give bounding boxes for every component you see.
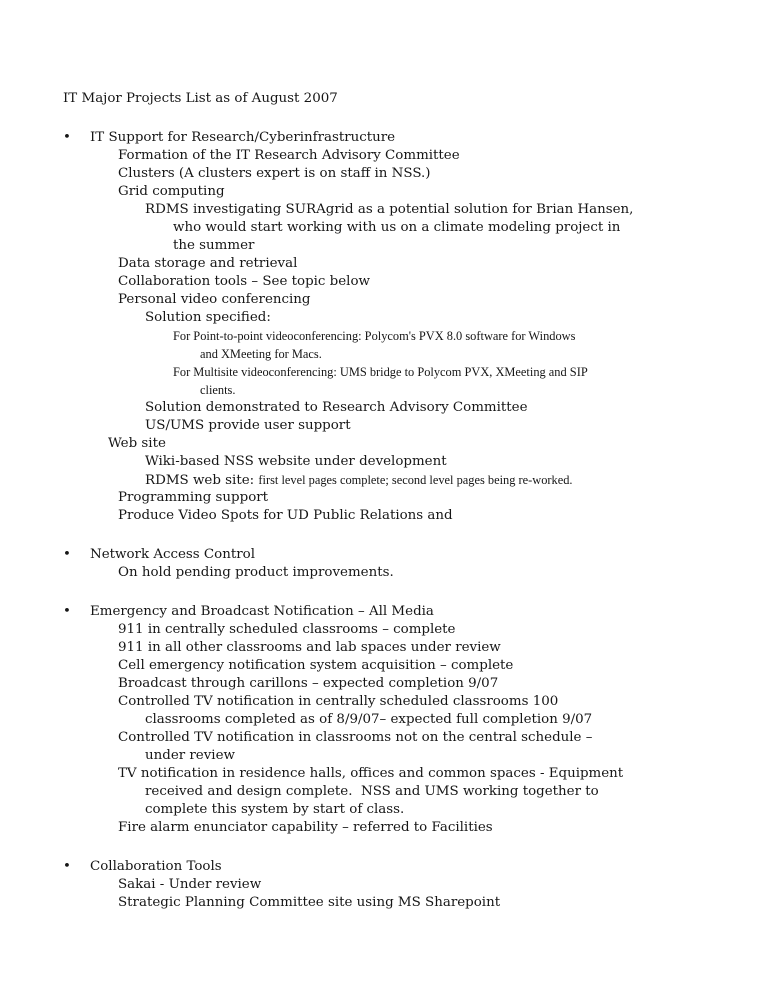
line-text: Grid computing: [118, 184, 225, 199]
doc-line: [63, 894, 743, 912]
line-text: US/UMS provide user support: [145, 418, 351, 433]
line-text: Emergency and Broadcast Notification – All Media: [90, 604, 434, 619]
line-text: Wiki-based NSS website under development: [145, 454, 447, 469]
doc-line: [63, 711, 743, 729]
line-text: Sakai - Under review: [118, 877, 262, 892]
bullet-marker-icon: •: [63, 604, 71, 619]
doc-line: [63, 255, 743, 273]
doc-line: [63, 417, 743, 435]
line-text: RDMS investigating SURAgrid as a potential solution for Brian Hansen,: [145, 202, 634, 217]
doc-line: [63, 381, 743, 399]
doc-line: [63, 183, 743, 201]
blank-line: [63, 837, 743, 858]
doc-line: [63, 693, 743, 711]
bullet-list-item: [63, 858, 743, 876]
doc-line: [63, 345, 743, 363]
line-text: Solution specified:: [145, 310, 271, 325]
doc-line: [63, 363, 743, 381]
doc-line: [63, 327, 743, 345]
doc-line: [63, 399, 743, 417]
doc-line: [63, 819, 743, 837]
bullet-marker-icon: •: [63, 859, 71, 874]
line-text: clients.: [200, 383, 236, 397]
line-text: complete this system by start of class.: [145, 802, 405, 817]
blank-line: [63, 108, 743, 129]
line-text: Web site: [108, 436, 166, 451]
doc-line: [63, 435, 743, 453]
line-text: Produce Video Spots for UD Public Relations and: [118, 508, 453, 523]
line-text: Collaboration Tools: [90, 859, 222, 874]
doc-line: [63, 564, 743, 582]
line-text: the summer: [173, 238, 255, 253]
line-text: TV notification in residence halls, offices and common spaces - Equipment: [118, 766, 624, 781]
doc-line: [63, 639, 743, 657]
doc-line: [63, 165, 743, 183]
blank-line: [63, 525, 743, 546]
line-text: received and design complete. NSS and UMS working together to: [145, 784, 599, 799]
doc-line: [63, 621, 743, 639]
line-text: who would start working with us on a climate modeling project in: [173, 220, 621, 235]
line-text: Controlled TV notification in centrally scheduled classrooms 100: [118, 694, 559, 709]
bullet-list-item: [63, 546, 743, 564]
line-text: Cell emergency notification system acquisition – complete: [118, 658, 514, 673]
doc-line: [63, 201, 743, 219]
line-text: 911 in centrally scheduled classrooms – complete: [118, 622, 456, 637]
line-text: For Point-to-point videoconferencing: Polycom's PVX 8.0 software for Windows: [173, 329, 576, 343]
doc-line: [63, 507, 743, 525]
line-text: Broadcast through carillons – expected completion 9/07: [118, 676, 499, 691]
line-text: On hold pending product improvements.: [118, 565, 394, 580]
bullet-list-item: [63, 603, 743, 621]
doc-line: [63, 147, 743, 165]
line-text: under review: [145, 748, 235, 763]
line-text: IT Major Projects List as of August 2007: [63, 91, 338, 106]
bullet-marker-icon: •: [63, 130, 71, 145]
line-text: and XMeeting for Macs.: [200, 347, 322, 361]
line-text: Controlled TV notification in classrooms not on the central schedule –: [118, 730, 593, 745]
doc-line: [63, 471, 743, 489]
doc-line: [63, 309, 743, 327]
doc-line: [63, 675, 743, 693]
line-text: Solution demonstrated to Research Advisory Committee: [145, 400, 528, 415]
line-text: Strategic Planning Committee site using MS Sharepoint: [118, 895, 501, 910]
doc-line: [63, 237, 743, 255]
line-text: Clusters (A clusters expert is on staff in NSS.): [118, 166, 431, 181]
doc-line: [63, 801, 743, 819]
line-text: 911 in all other classrooms and lab spaces under review: [118, 640, 501, 655]
doc-line: [63, 291, 743, 309]
bullet-marker-icon: •: [63, 547, 71, 562]
document-content: [63, 90, 743, 912]
line-text: RDMS web site:: [145, 473, 259, 488]
document-title: [63, 90, 743, 108]
doc-line: [63, 453, 743, 471]
line-text: Fire alarm enunciator capability – referred to Facilities: [118, 820, 493, 835]
line-text: Data storage and retrieval: [118, 256, 298, 271]
line-text: Collaboration tools – See topic below: [118, 274, 370, 289]
line-text: IT Support for Research/Cyberinfrastructure: [90, 130, 396, 145]
line-text: classrooms completed as of 8/9/07– expected full completion 9/07: [145, 712, 593, 727]
line-text: Personal video conferencing: [118, 292, 311, 307]
doc-line: [63, 489, 743, 507]
doc-line: [63, 729, 743, 747]
blank-line: [63, 582, 743, 603]
doc-line: [63, 273, 743, 291]
doc-line: [63, 747, 743, 765]
doc-line: [63, 765, 743, 783]
doc-line: [63, 876, 743, 894]
line-text: Network Access Control: [90, 547, 255, 562]
line-text: first level pages complete; second level pages being re-worked.: [258, 473, 573, 487]
doc-line: [63, 783, 743, 801]
doc-line: [63, 657, 743, 675]
bullet-list-item: [63, 129, 743, 147]
line-text: Formation of the IT Research Advisory Committee: [118, 148, 460, 163]
doc-line: [63, 219, 743, 237]
line-text: Programming support: [118, 490, 269, 505]
line-text: For Multisite videoconferencing: UMS bridge to Polycom PVX, XMeeting and SIP: [173, 365, 588, 379]
